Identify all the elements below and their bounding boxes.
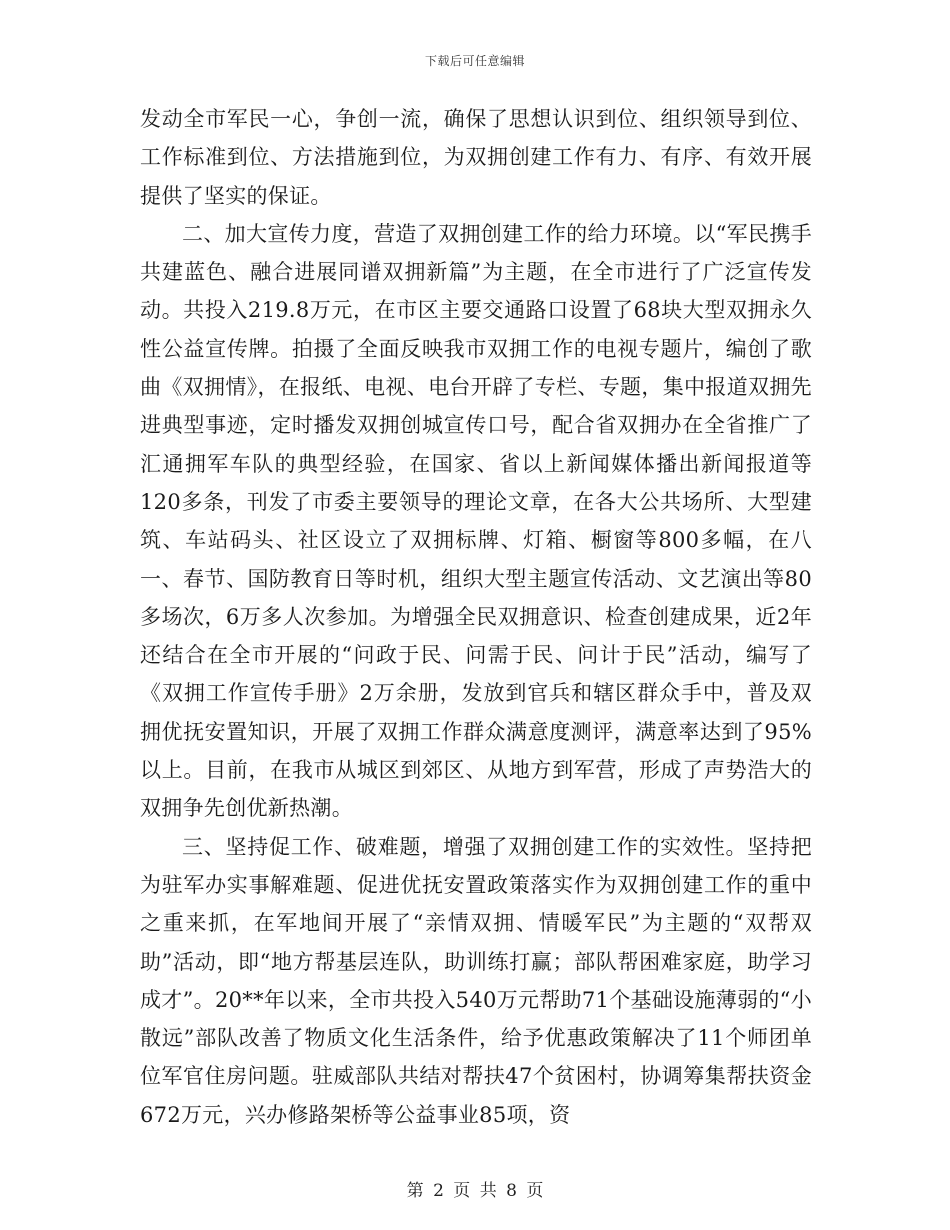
- document-body: [140, 100, 812, 1134]
- paragraph-section-three: 三、坚持促工作、破难题，增强了双拥创建工作的实效性。坚持把为驻军办实事解难题、促进优抚安置政策落实作为双拥创建工作的重中之重来抓，在军地间开展了“亲情双拥、情暖军民”为主题的“双帮双助”活动，即“地方帮基层连队，助训练打赢；部队帮困难家庭，助学习成才”。20**年以来，全市共投入540万元帮助71个基础设施薄弱的“小散远”部队改善了物质文化生活条件，给予优惠政策解决了11个师团单位军官住房问题。驻威部队共结对帮扶47个贫困村，协调筹集帮扶资金672万元，兴办修路架桥等公益事业85项，资: [140, 834, 812, 1127]
- page-header: 下载后可任意编辑: [424, 54, 525, 68]
- paragraph-section-two: 二、加大宣传力度，营造了双拥创建工作的给力环境。以“军民携手共建蓝色、融合进展同谱双拥新篇”为主题，在全市进行了广泛宣传发动。共投入219.8万元，在市区主要交通路口设置了68块大型双拥永久性公益宣传牌。拍摄了全面反映我市双拥工作的电视专题片，编创了歌曲《双拥情》，在报纸、电视、电台开辟了专栏、专题，集中报道双拥先进典型事迹，定时播发双拥创城宣传口号，配合省双拥办在全省推广了汇通拥军车队的典型经验，在国家、省以上新闻媒体播出新闻报道等120多条，刊发了市委主要领导的理论文章，在各大公共场所、大型建筑、车站码头、社区设立了双拥标牌、灯箱、橱窗等800多幅，在八一、春节、国防教育日等时机，组织大型主题宣传活动、文艺演出等80多场次，6万多人次参加。为增强全民双拥意识、检查创建成果，近2年还结合在全市开展的“问政于民、问需于民、问计于民”活动，编写了《双拥工作宣传手册》2万余册，发放到官兵和辖区群众手中，普及双拥优抚安置知识，开展了双拥工作群众满意度测评，满意率达到了95%以上。目前，在我市从城区到郊区、从地方到军营，形成了声势浩大的双拥争先创优新热潮。: [140, 221, 812, 821]
- paragraph-continuation: 发动全市军民一心，争创一流，确保了思想认识到位、组织领导到位、工作标准到位、方法措施到位，为双拥创建工作有力、有序、有效开展提供了坚实的保证。: [140, 107, 812, 208]
- page-footer: 第 2 页 共 8 页: [406, 1181, 544, 1201]
